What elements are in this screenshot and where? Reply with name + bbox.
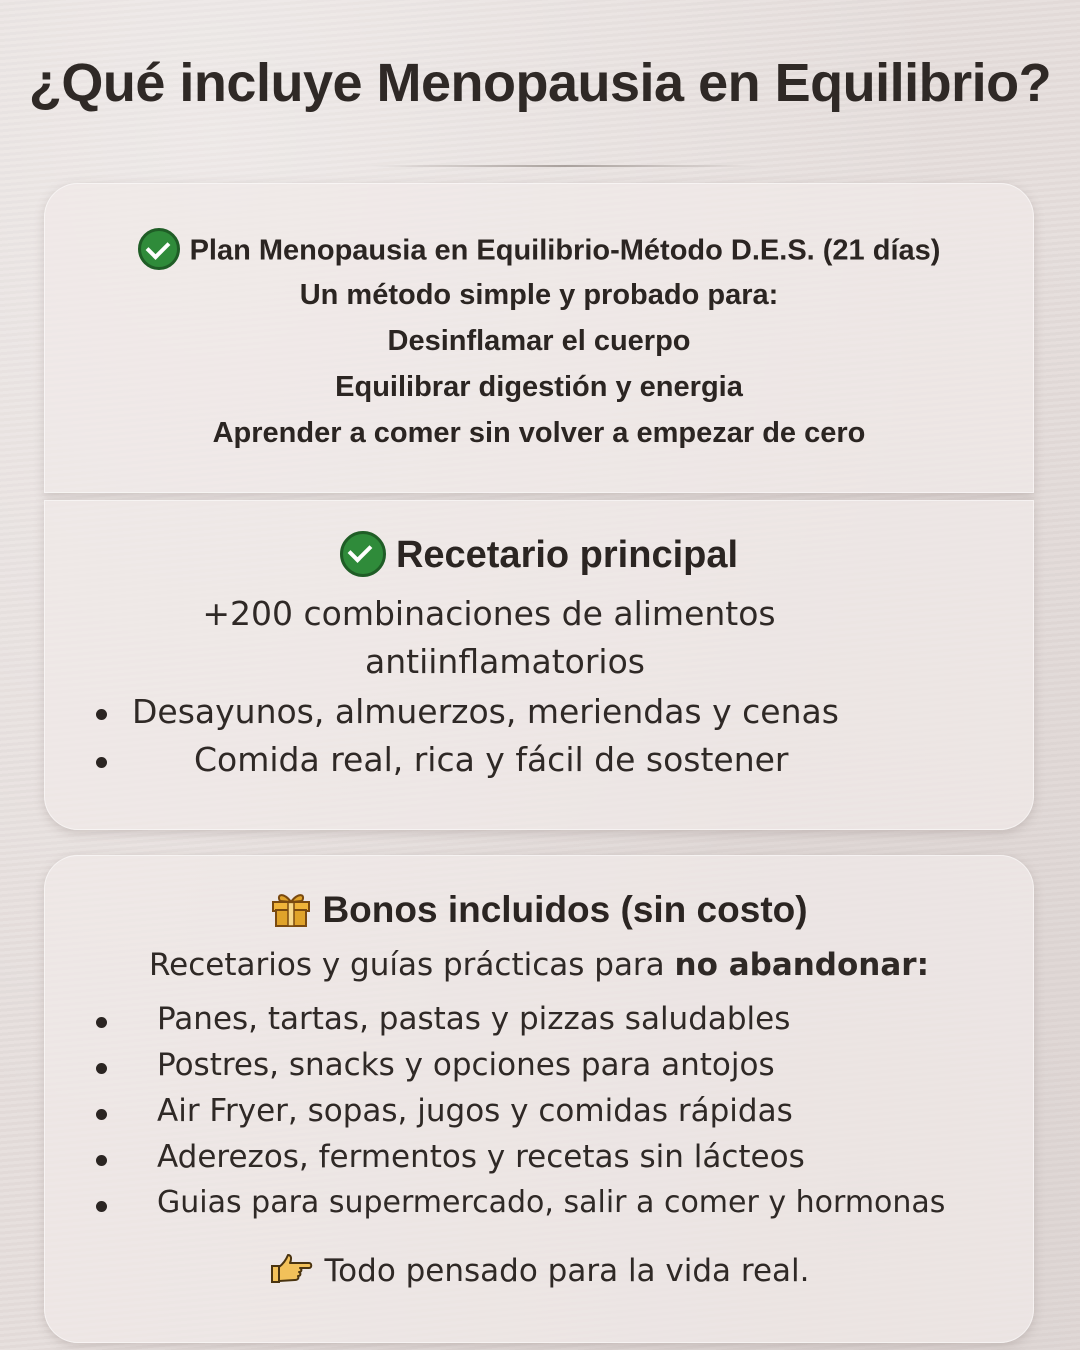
gift-icon <box>270 888 312 928</box>
bonos-heading-row <box>44 889 1034 932</box>
plan-heading-row <box>44 231 1034 273</box>
bonos-intro-bold: no abandonar: <box>674 947 929 983</box>
plan-line-3: Equilibrar digestión y energia <box>335 371 743 403</box>
check-circle-icon <box>340 531 386 577</box>
recetario-card <box>44 500 1034 830</box>
recetario-item-1: Desayunos, almuerzos, meriendas y cenas <box>132 692 839 731</box>
bullet-icon <box>96 709 107 720</box>
bonos-intro-text: Recetarios y guías prácticas para <box>149 947 675 983</box>
bonos-footer: Todo pensado para la vida real. <box>324 1253 810 1289</box>
bullet-icon <box>96 1017 107 1028</box>
bonos-heading: Bonos incluidos (sin costo) <box>322 889 808 930</box>
plan-line-4: Aprender a comer sin volver a empezar de cero <box>212 417 866 449</box>
bonos-item-1: Panes, tartas, pastas y pizzas saludables <box>157 1001 791 1037</box>
recetario-item-2: Comida real, rica y fácil de sostener <box>194 740 789 779</box>
bonos-card <box>44 855 1034 1343</box>
plan-heading: Plan Menopausia en Equilibrio-Método D.E.S. (21 días) <box>189 234 941 267</box>
bullet-icon <box>96 1109 107 1120</box>
bonos-item-4: Aderezos, fermentos y recetas sin lácteos <box>157 1139 805 1175</box>
recetario-description-line-2: antiinflamatorios <box>365 642 645 681</box>
plan-card <box>44 183 1034 493</box>
bonos-item-5: Guias para supermercado, salir a comer y hormonas <box>157 1185 946 1220</box>
bullet-icon <box>96 1201 107 1212</box>
plan-line-2: Desinflamar el cuerpo <box>387 325 691 357</box>
page-title: ¿Qué incluye Menopausia en Equilibrio? <box>28 53 1052 113</box>
bonos-item-3: Air Fryer, sopas, jugos y comidas rápidas <box>157 1093 793 1129</box>
check-circle-icon <box>138 228 180 270</box>
bullet-icon <box>96 1155 107 1166</box>
recetario-heading-row <box>44 534 1034 580</box>
bullet-icon <box>96 757 107 768</box>
bullet-icon <box>96 1063 107 1074</box>
pointing-hand-icon <box>269 1252 313 1286</box>
title-divider <box>370 165 760 167</box>
plan-line-1: Un método simple y probado para: <box>299 279 779 311</box>
recetario-description-line-1: +200 combinaciones de alimentos <box>202 594 776 633</box>
recetario-heading: Recetario principal <box>395 534 739 577</box>
bonos-intro <box>44 947 1034 983</box>
bonos-item-2: Postres, snacks y opciones para antojos <box>157 1047 775 1083</box>
bonos-footer-row <box>44 1253 1034 1290</box>
